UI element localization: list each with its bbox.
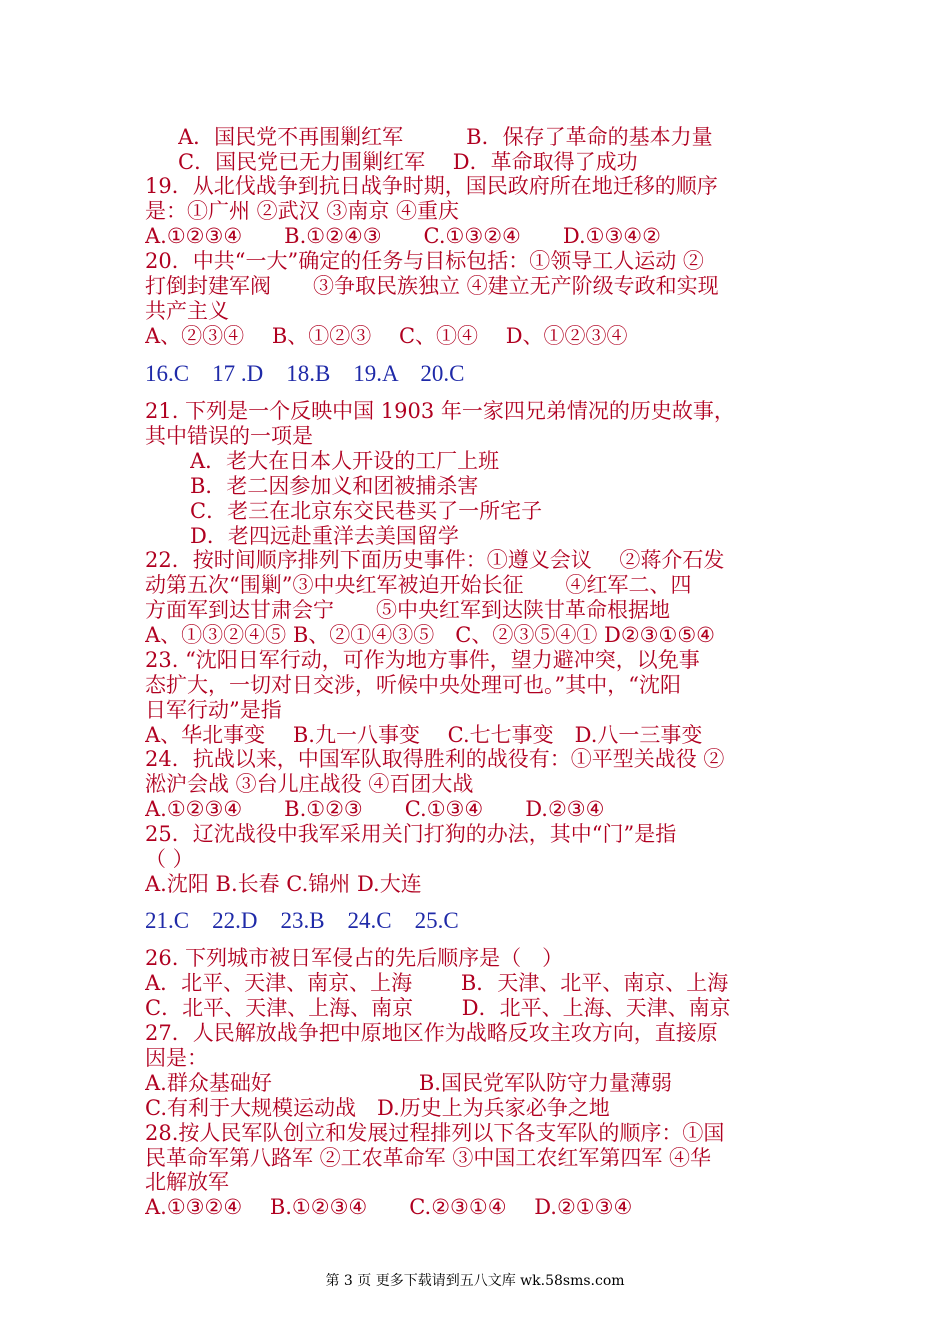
q20-options: A、②③④ B、①②③ C、①④ D、①②③④: [145, 324, 628, 348]
answer-key-21-25: 21.C 22.D 23.B 24.C 25.C: [145, 908, 459, 933]
q25-stem-line-1: 25．辽沈战役中我军采用关门打狗的办法，其中“门”是指: [145, 822, 677, 846]
q22-stem-line-1: 22．按时间顺序排列下面历史事件：①遵义会议 ②蒋介石发: [145, 548, 725, 572]
q26-stem: 26. 下列城市被日军侵占的先后顺序是（ ）: [145, 946, 564, 970]
q22-stem-line-2: 动第五次“围剿”③中央红军被迫开始长征 ④红军二、四: [145, 573, 692, 597]
q28-stem-line-2: 民革命军第八路军 ②工农革命军 ③中国工农红军第四军 ④华: [145, 1146, 712, 1170]
q23-stem-line-2: 态扩大，一切对日交涉，听候中央处理可也。”其中，“沈阳: [145, 673, 681, 697]
q24-stem-line-1: 24．抗战以来，中国军队取得胜利的战役有：①平型关战役 ②: [145, 747, 725, 771]
q21-option-c: C．老三在北京东交民巷买了一所宅子: [190, 499, 543, 523]
q20-stem-line-2: 打倒封建军阀 ③争取民族独立 ④建立无产阶级专政和实现: [145, 274, 719, 298]
q28-stem-line-3: 北解放军: [145, 1170, 229, 1194]
q21-option-d: D．老四远赴重洋去美国留学: [190, 524, 459, 548]
q27-options-ab: A.群众基础好 B.国民党军队防守力量薄弱: [145, 1071, 672, 1095]
q22-options: A、①③②④⑤ B、②①④③⑤ C、②③⑤④① D②③①⑤④: [145, 623, 715, 647]
q18-option-line-2: C．国民党已无力围剿红军 D．革命取得了成功: [178, 150, 638, 174]
q26-options-cd: C．北平、天津、上海、南京 D．北平、上海、天津、南京: [145, 996, 731, 1020]
q23-options: A、华北事变 B.九一八事变 C.七七事变 D.八一三事变: [145, 723, 703, 747]
q24-stem-line-2: 淞沪会战 ③台儿庄战役 ④百团大战: [145, 772, 474, 796]
answer-key-16-20: 16.C 17 .D 18.B 19.A 20.C: [145, 361, 465, 386]
q27-stem-line-1: 27．人民解放战争把中原地区作为战略反攻主攻方向，直接原: [145, 1021, 718, 1045]
q21-option-a: A．老大在日本人开设的工厂上班: [190, 449, 500, 473]
q28-stem-line-1: 28.按人民军队创立和发展过程排列以下各支军队的顺序：①国: [145, 1121, 725, 1145]
q20-stem-line-1: 20．中共“一大”确定的任务与目标包括：①领导工人运动 ②: [145, 249, 704, 273]
q28-options: A.①③②④ B.①②③④ C.②③①④ D.②①③④: [145, 1195, 633, 1219]
q19-stem-line-2: 是：①广州 ②武汉 ③南京 ④重庆: [145, 199, 460, 223]
q27-options-cd: C.有利于大规模运动战 D.历史上为兵家必争之地: [145, 1096, 610, 1120]
q23-stem-line-3: 日军行动”是指: [145, 698, 282, 722]
q24-options: A.①②③④ B.①②③ C.①③④ D.②③④: [145, 797, 605, 821]
q23-stem-line-1: 23. “沈阳日军行动，可作为地方事件，望力避冲突，以免事: [145, 648, 700, 672]
q25-options: A.沈阳 B.长春 C.锦州 D.大连: [145, 872, 422, 896]
page-footer: 第 3 页 更多下载请到五八文库 wk.58sms.com: [325, 1273, 625, 1289]
q27-stem-line-2: 因是：: [145, 1046, 208, 1070]
q20-stem-line-3: 共产主义: [145, 299, 229, 323]
q19-stem-line-1: 19．从北伐战争到抗日战争时期，国民政府所在地迁移的顺序: [145, 174, 718, 198]
q21-stem-line-1: 21. 下列是一个反映中国 1903 年一家四兄弟情况的历史故事，: [145, 399, 735, 423]
q22-stem-line-3: 方面军到达甘肃会宁 ⑤中央红军到达陕甘革命根据地: [145, 598, 670, 622]
q18-option-line-1: A．国民党不再围剿红军 B．保存了革命的基本力量: [178, 125, 713, 149]
q21-stem-line-2: 其中错误的一项是: [145, 424, 313, 448]
q21-option-b: B．老二因参加义和团被捕杀害: [190, 474, 479, 498]
q25-stem-line-2: （ ）: [145, 847, 194, 871]
q19-options: A.①②③④ B.①②④③ C.①③②④ D.①③④②: [145, 224, 661, 248]
q26-options-ab: A．北平、天津、南京、上海 B．天津、北平、南京、上海: [145, 971, 729, 995]
